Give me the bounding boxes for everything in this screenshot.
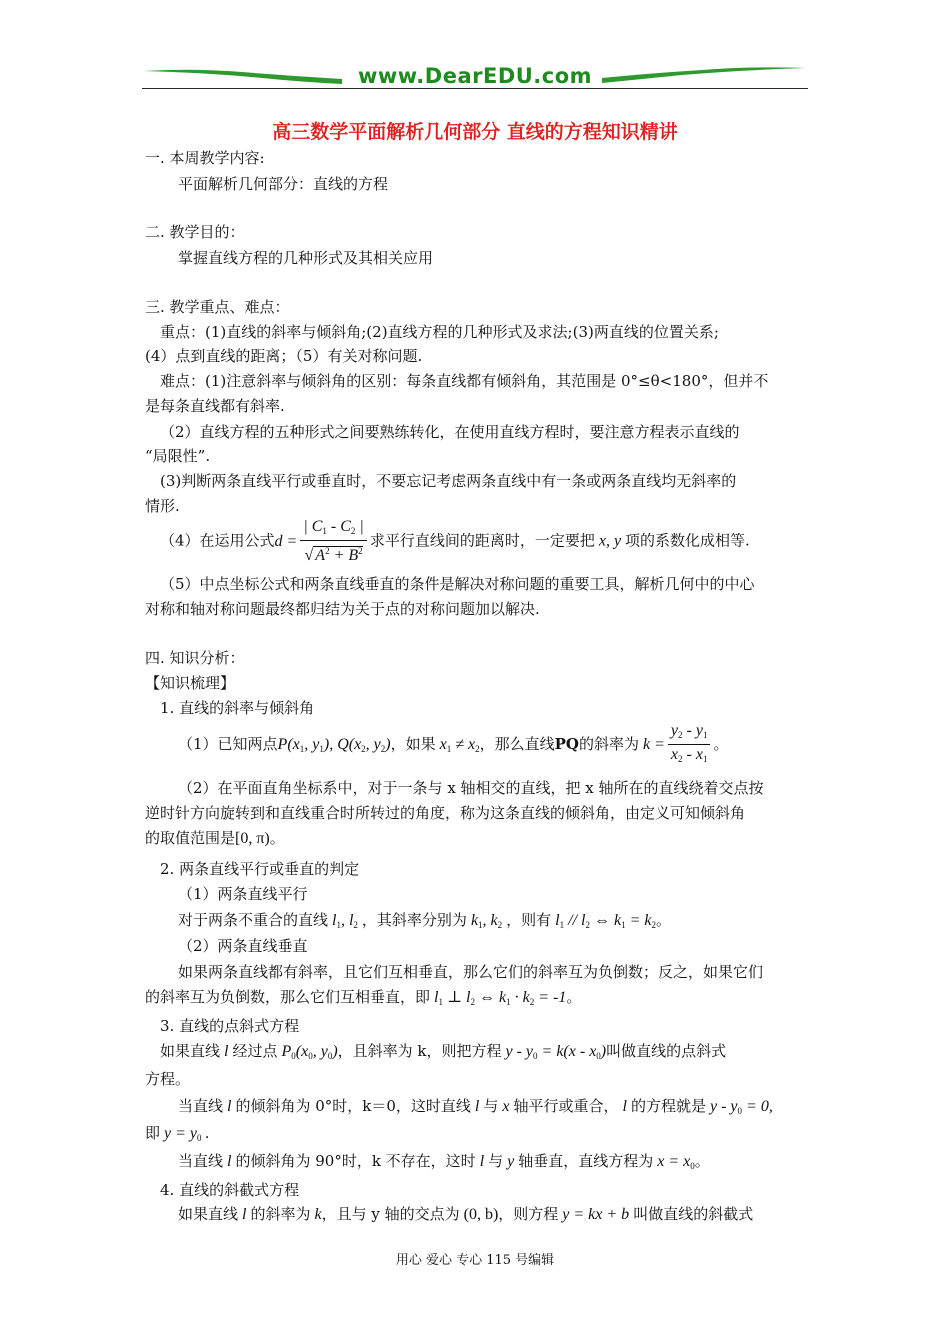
section-1-content: 平面解析几何部分：直线的方程 xyxy=(178,175,389,193)
topic-1-title: 1. 直线的斜率与倾斜角 xyxy=(160,699,315,717)
topic-3-a-line-2: 方程。 xyxy=(145,1070,191,1088)
topic-1-b-line-3: 的取值范围是[0, π)。 xyxy=(145,829,285,847)
difficulty-2-line-2: “局限性”. xyxy=(145,447,211,465)
difficulty-5-line-2: 对称和轴对称问题最终都归结为关于点的对称问题加以解决. xyxy=(145,600,540,618)
site-name: www.DearEDU.com xyxy=(357,64,593,88)
topic-2-b-title: （2）两条直线垂直 xyxy=(178,937,308,955)
section-3-heading: 三. 教学重点、难点： xyxy=(145,298,290,316)
knowledge-box-heading: 【知识梳理】 xyxy=(145,674,236,692)
section-2-content: 掌握直线方程的几种形式及其相关应用 xyxy=(178,249,434,267)
difficulty-2-line-1: （2）直线方程的五种形式之间要熟练转化，在使用直线方程时，要注意方程表示直线的 xyxy=(160,423,740,441)
key-points-line-2: (4）点到直线的距离；（5）有关对称问题. xyxy=(145,347,423,365)
topic-3-a-line-1: 如果直线 l 经过点 $P_0(x_0$, $y_0$)，且斜率为 k，则把方程 $y - y_0 = k(x - x_0)$叫做直线的点斜式 xyxy=(160,1042,727,1061)
page-title: 高三数学平面解析几何部分 直线的方程知识精讲 xyxy=(272,121,678,143)
topic-3-title: 3. 直线的点斜式方程 xyxy=(160,1017,300,1035)
site-header xyxy=(142,62,808,92)
key-points-line-1: 重点：(1)直线的斜率与倾斜角;(2)直线方程的几种形式及求法;(3)两直线的位置关系; xyxy=(160,323,719,341)
topic-4-title: 4. 直线的斜截式方程 xyxy=(160,1181,300,1199)
difficulty-3-line-1: (3)判断两条直线平行或垂直时，不要忘记考虑两条直线中有一条或两条直线均无斜率的 xyxy=(160,472,737,490)
difficulty-1-line-1: 难点：(1)注意斜率与倾斜角的区别：每条直线都有倾斜角，其范围是 0°≤θ<180°，但并不 xyxy=(160,372,769,390)
topic-2-b-line-1: 如果两条直线都有斜率，且它们互相垂直，那么它们的斜率互为负倒数；反之，如果它们 xyxy=(178,963,764,981)
section-2-heading: 二. 教学目的： xyxy=(145,223,245,241)
topic-2-a-title: （1）两条直线平行 xyxy=(178,885,308,903)
page-footer: 用心 爱心 专心 115 号编辑 xyxy=(395,1253,555,1268)
section-4-heading: 四. 知识分析： xyxy=(145,649,245,667)
difficulty-3-line-2: 情形. xyxy=(145,497,180,515)
topic-2-b-line-2: 的斜率互为负倒数，那么它们互相垂直，即 $l_1$ ⊥ $l_2$ ⇔ $k_1 \cdot k_2 = -1$。 xyxy=(145,988,582,1007)
topic-3-b-line-1: 当直线 l 的倾斜角为 0°时，k＝0，这时直线 l 与 x 轴平行或重合， l 的方程就是 $y - y_0 = 0$, xyxy=(178,1097,773,1116)
topic-1-b-line-2: 逆时针方向旋转到和直线重合时所转过的角度，称为这条直线的倾斜角，由定义可知倾斜角 xyxy=(145,804,746,822)
difficulty-5-line-1: （5）中点坐标公式和两条直线垂直的条件是解决对称问题的重要工具，解析几何中的中心 xyxy=(160,575,755,593)
topic-4-a-line: 如果直线 l 的斜率为 k，且与 y 轴的交点为 (0, b)，则方程 y = kx + b 叫做直线的斜截式 xyxy=(178,1205,754,1223)
topic-2-title: 2. 两条直线平行或垂直的判定 xyxy=(160,860,360,878)
topic-3-c-line: 当直线 l 的倾斜角为 90°时，k 不存在，这时 l 与 y 轴垂直，直线方程为 $x = x_0$。 xyxy=(178,1152,710,1171)
distance-formula: d = $\frac{| C_1 - C_2 |}{√ A^2 + B^2}$ xyxy=(275,533,370,550)
difficulty-1-line-2: 是每条直线都有斜率. xyxy=(145,397,285,415)
section-1-heading: 一. 本周教学内容: xyxy=(145,149,265,167)
slope-formula: k = $\frac{y_2 - y_1}{x_2 - x_1}$ xyxy=(639,736,713,753)
header-rule xyxy=(142,88,808,89)
topic-2-a-line: 对于两条不重合的直线 $l_1$, $l_2$ ，其斜率分别为 $k_1$, $k_2$ ，则有 $l_1 // l_2$ ⇔ $k_1 = k_2$。 xyxy=(178,911,671,930)
topic-1-a-line: （1）已知两点$P(x_1$, $y_1$), $Q(x_2$, $y_2$)，如果 $x_1 \ne x_2$，那么直线PQ的斜率为 k = $\frac{y_2 - y_1}{x_2 - x_1}$ 。 xyxy=(178,722,729,764)
topic-3-b-line-2: 即 $y = y_0$ . xyxy=(145,1124,210,1143)
topic-1-b-line-1: （2）在平面直角坐标系中，对于一条与 x 轴相交的直线，把 x 轴所在的直线绕着交点按 xyxy=(178,779,764,797)
difficulty-4-line: （4）在运用公式d = $\frac{| C_1 - C_2 |}{√ A^2 + B^2}$ 求平行直线间的距离时，一定要把 x, y 项的系数化成相等. xyxy=(160,518,750,564)
